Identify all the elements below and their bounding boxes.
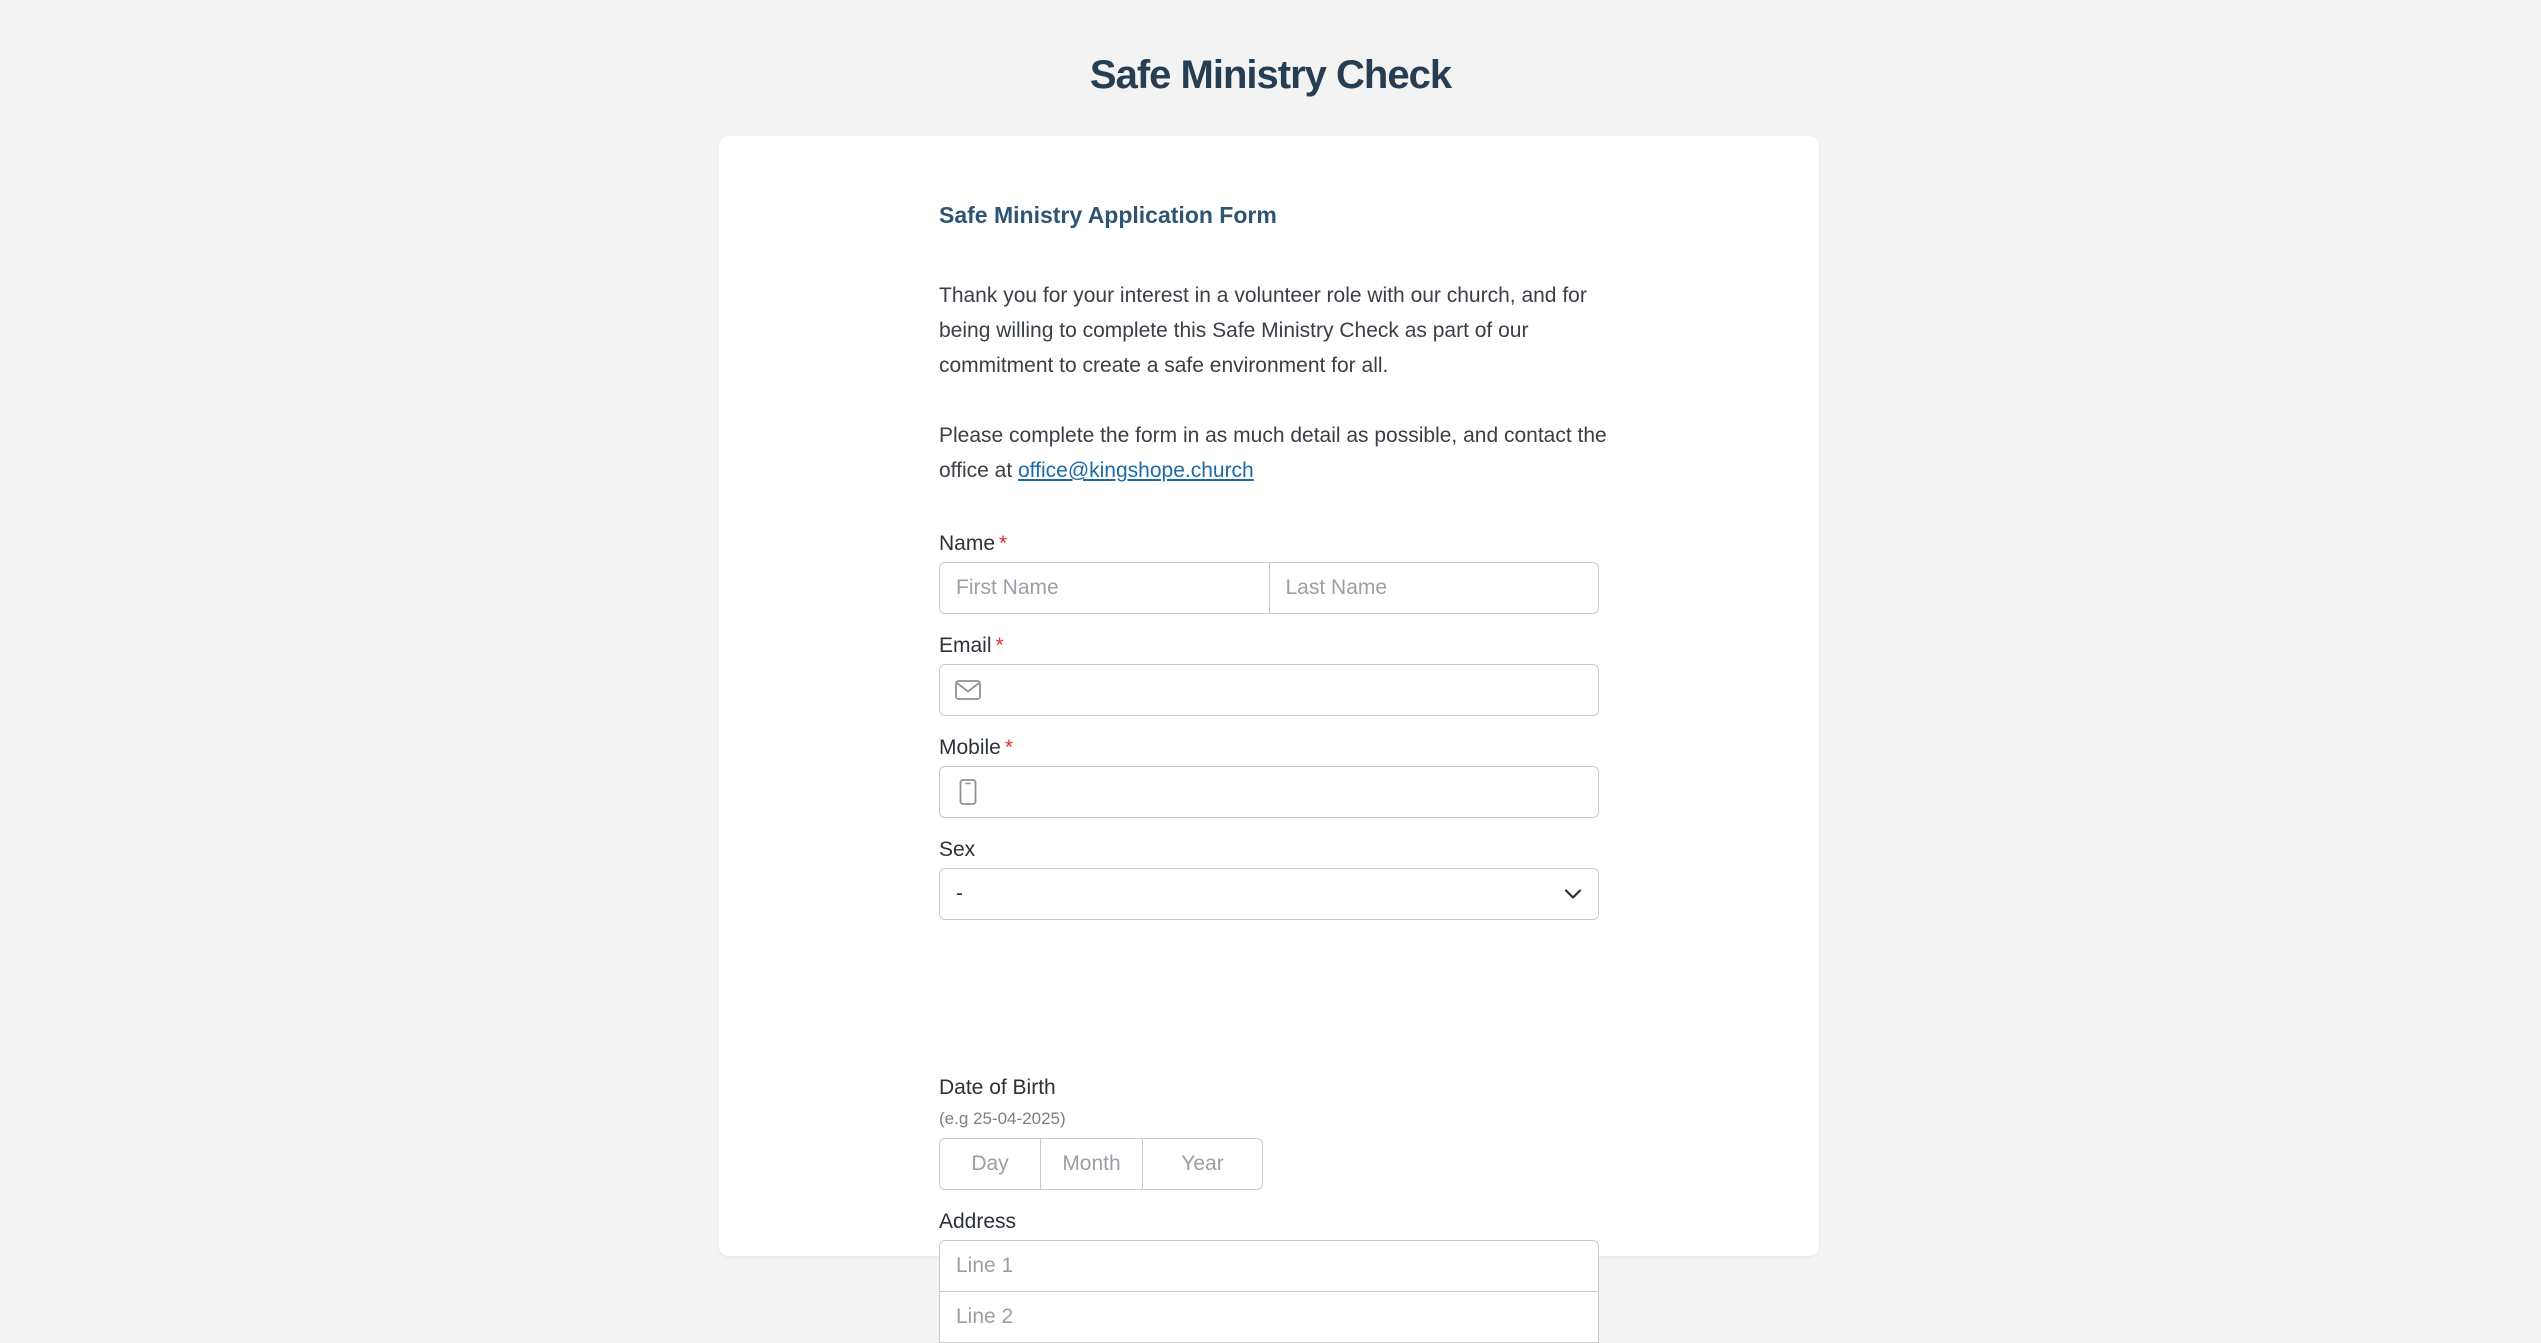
- chevron-down-icon: [1564, 888, 1582, 900]
- dob-year-input[interactable]: [1143, 1139, 1262, 1189]
- sex-label: [939, 836, 975, 864]
- name-field-group: [939, 562, 1599, 614]
- mobile-field: [939, 766, 1599, 818]
- email-label-text: Email: [939, 634, 992, 657]
- dob-day-input[interactable]: [940, 1139, 1040, 1189]
- mobile-label-text: Mobile: [939, 736, 1001, 759]
- dob-label-text: Date of Birth: [939, 1076, 1056, 1099]
- mobile-label: [939, 734, 1013, 762]
- mobile-phone-icon: [948, 767, 988, 817]
- sex-selected-value: -: [956, 882, 963, 905]
- contact-text: Please complete the form in as much detail as possible, and contact the office at: [939, 424, 1607, 482]
- sex-label-text: Sex: [939, 838, 976, 861]
- address-label-text: Address: [939, 1210, 1017, 1233]
- dob-label: [939, 1074, 1056, 1102]
- last-name-input[interactable]: [1270, 563, 1599, 613]
- mobile-input[interactable]: [988, 767, 1598, 817]
- address-label: [939, 1208, 1016, 1236]
- required-mark: *: [1004, 736, 1014, 759]
- address-field-group: [939, 1240, 1599, 1343]
- email-field: [939, 664, 1599, 716]
- required-mark: *: [995, 634, 1004, 657]
- required-mark: *: [999, 532, 1008, 555]
- sex-select[interactable]: [939, 868, 1599, 920]
- name-label: [939, 530, 1007, 558]
- intro-paragraph: Thank you for your interest in a volunteer role with our church, and for being willing to complete this Safe Ministry Check as part of our commitment to create a safe environment for all.: [939, 284, 1587, 377]
- mail-icon: [948, 665, 988, 715]
- email-input[interactable]: [988, 665, 1598, 715]
- address-line1-input[interactable]: [940, 1241, 1598, 1291]
- email-label: [939, 632, 1004, 660]
- form-title: Safe Ministry Application Form: [939, 202, 1277, 228]
- page-title: Safe Ministry Check: [1089, 53, 1452, 97]
- address-line2-input[interactable]: [940, 1292, 1598, 1342]
- name-label-text: Name: [939, 532, 996, 555]
- form-card: [719, 136, 1819, 1256]
- dob-hint: (e.g 25-04-2025): [939, 1109, 1066, 1128]
- dob-field-group: [939, 1138, 1263, 1190]
- office-email-link[interactable]: office@kingshope.church: [1018, 459, 1254, 482]
- contact-paragraph: [939, 418, 1609, 488]
- dob-month-input[interactable]: [1041, 1139, 1142, 1189]
- first-name-input[interactable]: [940, 563, 1269, 613]
